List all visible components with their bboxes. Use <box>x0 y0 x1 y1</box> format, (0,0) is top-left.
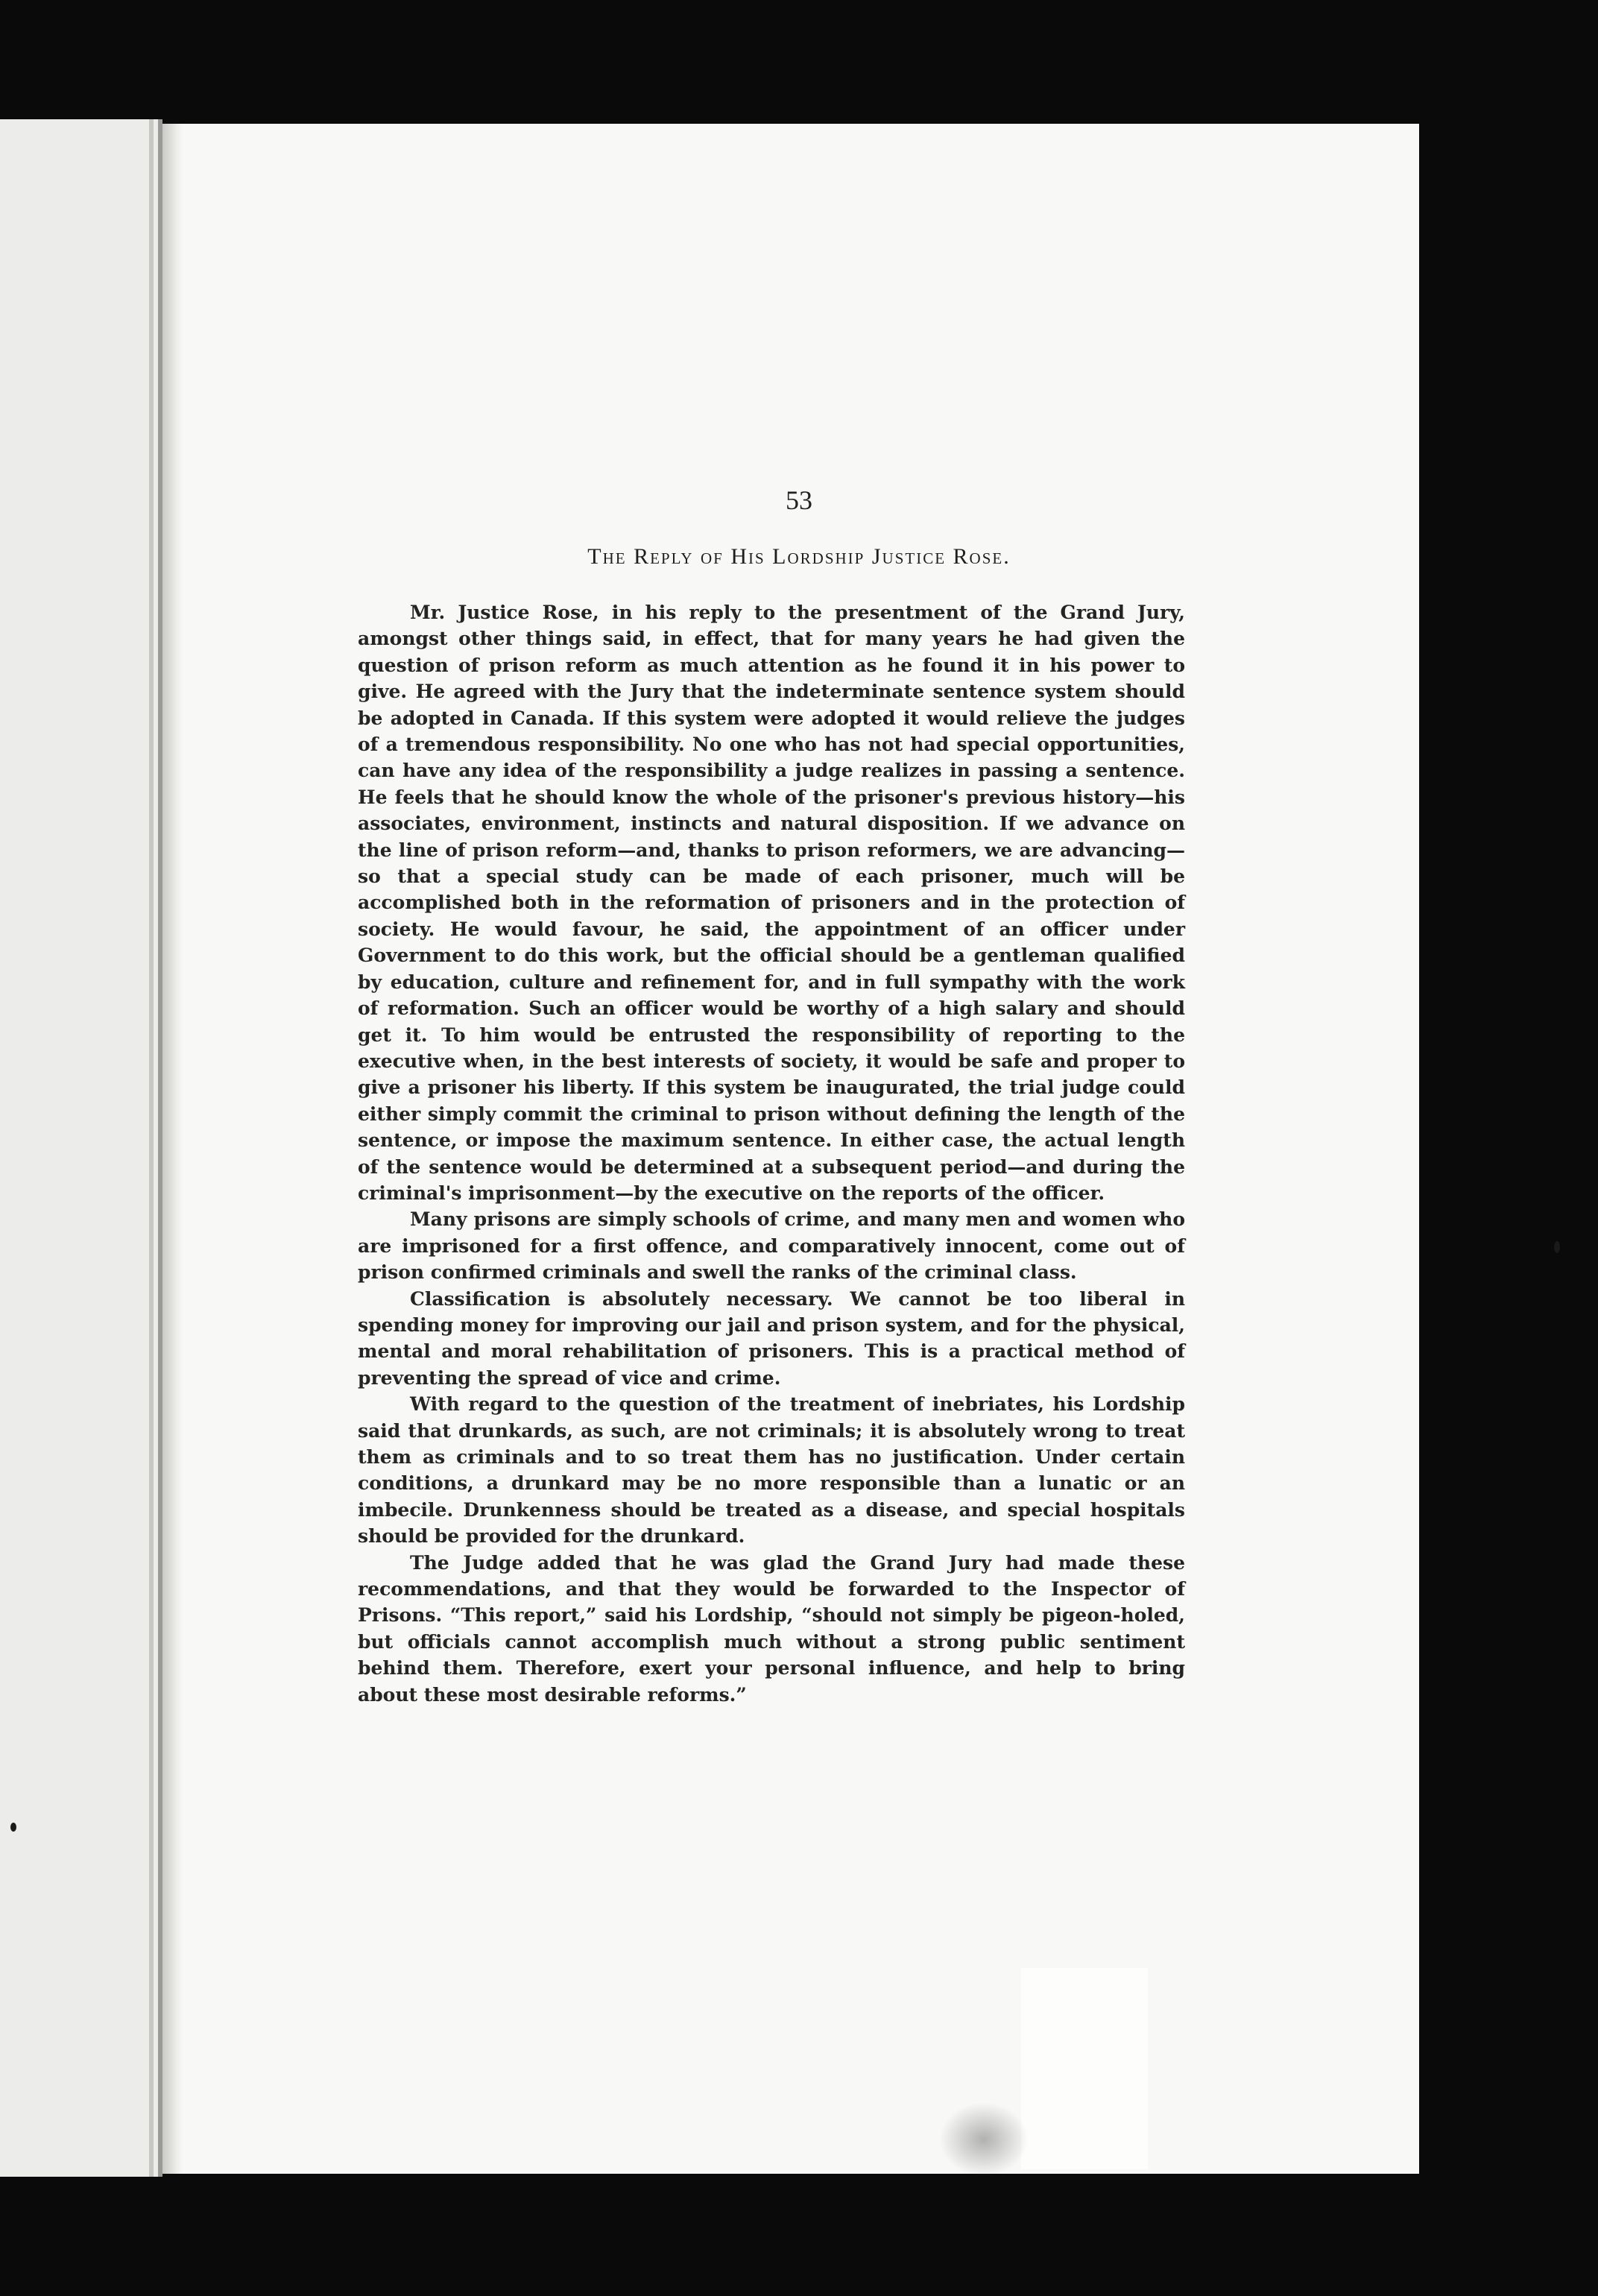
paragraph: With regard to the question of the treatment of inebriates, his Lordship said that drunkards, as such, are not criminals; it is absolutely wrong to treat them as criminals and to so treat them has no justification. Under certain conditions, a drunkard may be no more responsible than a lunatic or an imbecile. Drunkenness should be treated as a disease, and special hospitals should be provided for the drunkard. <box>358 1393 1185 1548</box>
body-text <box>358 599 1185 1708</box>
paper-patch <box>1021 1968 1148 2169</box>
paragraph: Many prisons are simply schools of crime, and many men and women who are imprisoned for a first offence, and comparatively innocent, come out of prison confirmed criminals and swell the ranks of the criminal class. <box>358 1208 1185 1284</box>
ink-smudge <box>939 2102 1029 2177</box>
speck-mark <box>10 1823 16 1832</box>
page-gutter-shadow <box>162 124 183 2174</box>
page-number: 53 <box>786 485 812 515</box>
paragraph: Mr. Justice Rose, in his reply to the presentment of the Grand Jury, amongst other things said, in effect, that for many years he had given the question of prison reform as much attention as he found it in his power to give. He agreed with the Jury that the indeterminate sentence system should be adopted in Canada. If this system were adopted it would relieve the judges of a tremendous responsibility. No one who has not had special opportunities, can have any idea of the responsibility a judge realizes in passing a sentence. He feels that he should know the whole of the prisoner's previous history—his associates, environment, instincts and natural disposition. If we advance on the line of prison reform—and, thanks to prison reformers, we are advancing—so that a special study can be made of each prisoner, much will be accomplished both in the reformation of prisoners and in the protection of society. He would favour, he said, the appointment of an officer under Government to do this work, but the official should be a gentleman qualified by education, culture and refinement for, and in full sympathy with the work of reformation. Such an officer would be worthy of a high salary and should get it. To him would be entrusted the responsibility of reporting to the executive when, in the best interests of society, it would be safe and proper to give a prisoner his liberty. If this system be inaugurated, the trial judge could either simply commit the criminal to prison without defining the length of the sentence, or impose the maximum sentence. In either case, the actual length of the sentence would be determined at a subsequent period—and during the criminal's imprisonment—by the executive on the reports of the officer. <box>358 602 1185 1204</box>
paragraph: Classification is absolutely necessary. We cannot be too liberal in spending money for improving our jail and prison system, and for the physical, mental and moral rehabilitation of prisoners. This is a practical method of preventing the spread of vice and crime. <box>358 1287 1185 1389</box>
paragraph: The Judge added that he was glad the Grand Jury had made these recommendations, and that they would be forwarded to the Inspector of Prisons. “This report,” said his Lordship, “should not simply be pigeon-holed, but officials cannot accomplish much without a strong public sentiment behind them. Therefore, exert your personal influence, and help to bring about these most desirable reforms.” <box>358 1551 1185 1706</box>
left-page-binding-edge <box>149 119 154 2177</box>
speck-mark <box>1554 1241 1560 1253</box>
left-page-edge <box>0 119 162 2177</box>
page-title: The Reply of His Lordship Justice Rose. <box>587 544 1011 569</box>
